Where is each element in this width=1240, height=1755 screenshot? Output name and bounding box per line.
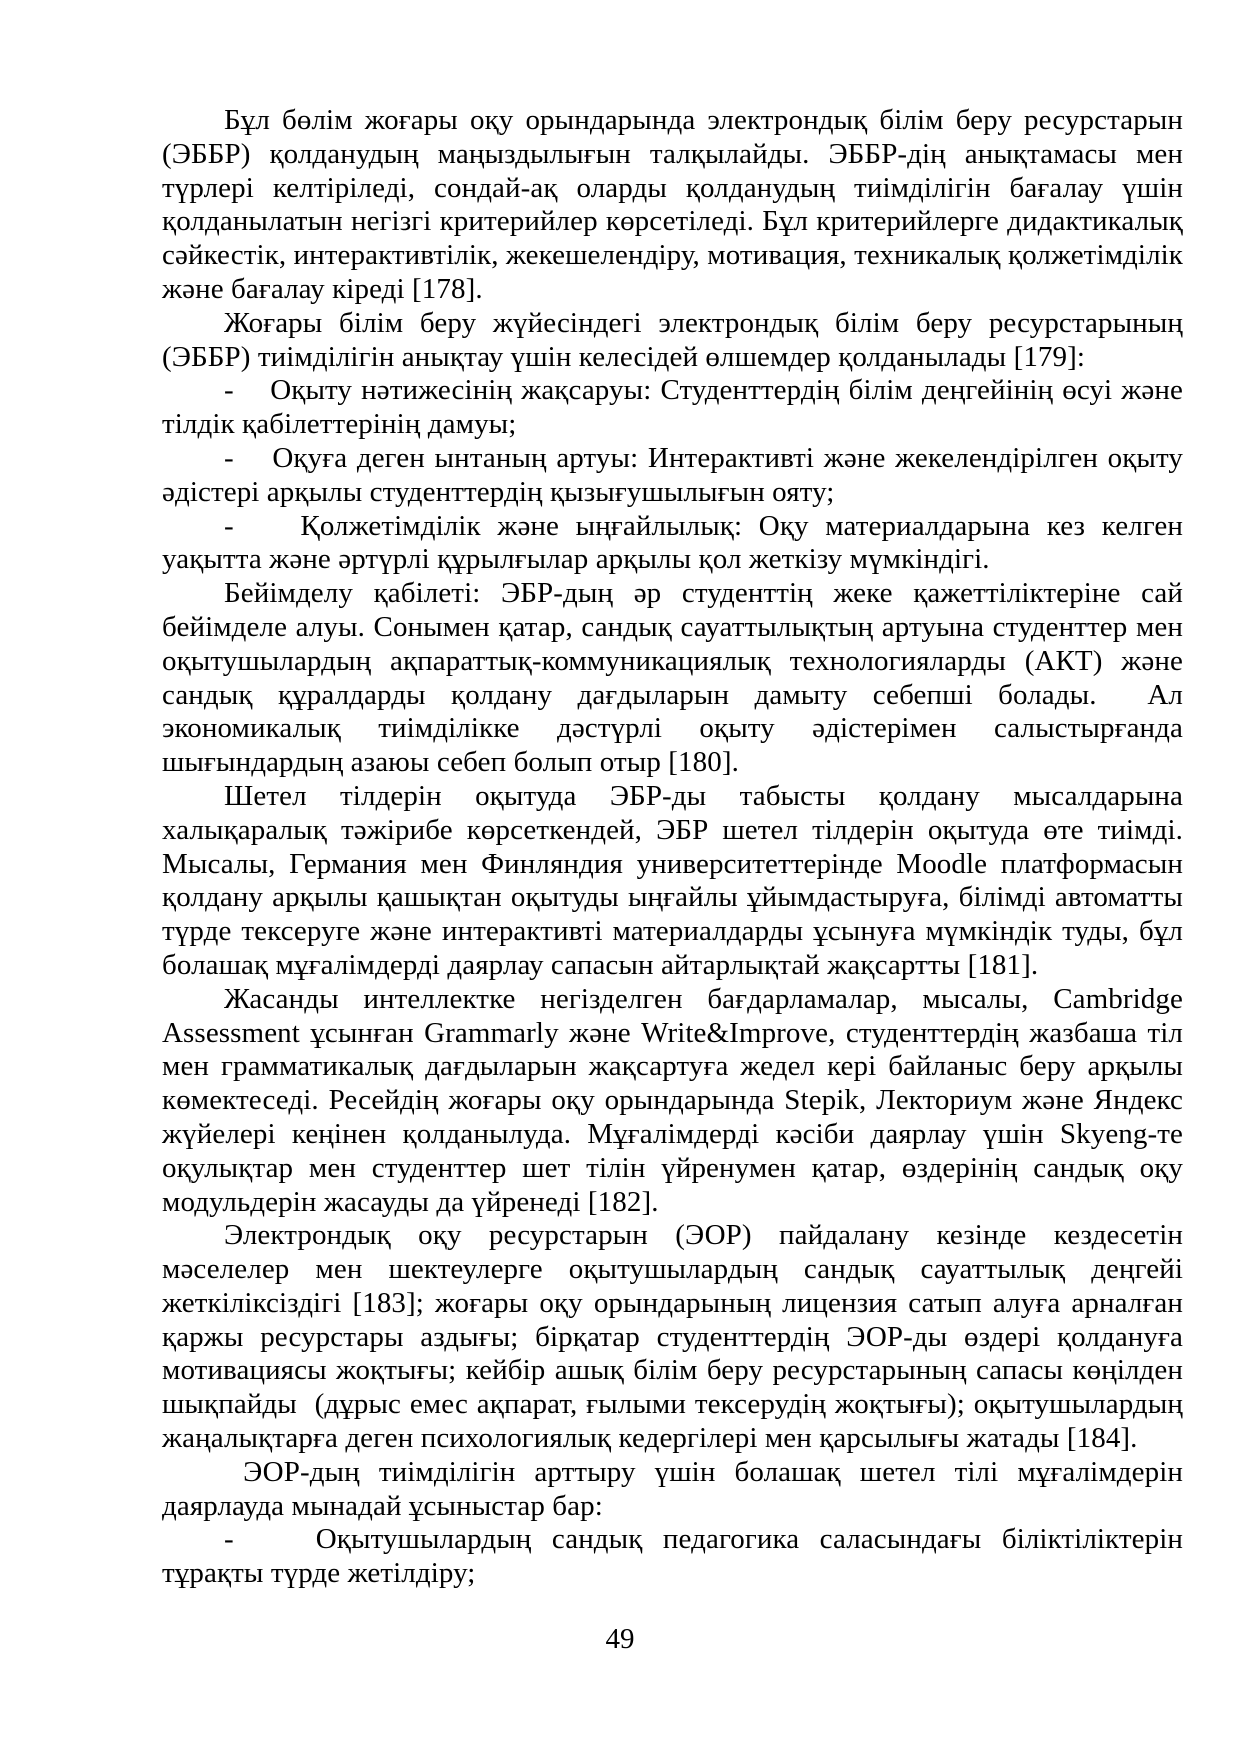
paragraph-problems-limitations: Электрондық оқу ресурстарын (ЭОР) пайдалану кезінде кездесетін мәселелер мен шектеулерге оқытушылардың сандық сауаттылық деңгейі жеткіліксіздігі [183]; жоғары оқу орындарының лицензия сатып алуға арналған қаржы ресурстары аздығы; бірқатар студенттердің ЭОР-ды өздері қолдануға мотивациясы жоқтығы; кейбір ашық білім беру ресурстарының сапасы көңілден шықпайды (дұрыс емес ақпарат, ғылыми тексерудің жоқтығы); оқытушылардың жаңалықтарға деген психологиялық кедергілері мен қарсылығы жатады [184]. xyxy=(162,1219,1183,1455)
page-number: 49 xyxy=(605,1623,635,1655)
list-item-motivation: - Оқуға деген ынтаның артуы: Интерактивті және жекелендірілген оқыту әдістері арқылы студенттердің қызығушылығын ояту; xyxy=(162,441,1183,508)
list-item-teacher-upskilling: - Оқытушылардың сандық педагогика саласындағы біліктіліктерін тұрақты түрде жетілдіру; xyxy=(162,1523,1183,1590)
list-item-accessibility: - Қолжетімділік және ыңғайлылық: Оқу материалдарына кез келген уақытта және әртүрлі құрылғылар арқылы қол жеткізу мүмкіндігі. xyxy=(162,509,1183,576)
paragraph-recommendations-lead: ЭОР-дың тиімділігін арттыру үшін болашақ шетел тілі мұғалімдерін даярлауда мынадай ұсыныстар бар: xyxy=(162,1455,1183,1522)
text-content xyxy=(162,104,1183,1591)
paragraph-adaptability: Бейімделу қабілеті: ЭБР-дың әр студенттің жеке қажеттіліктеріне сай бейімделе алуы. Сонымен қатар, сандық сауаттылықтың артуына студенттер мен оқытушылардың ақпараттық-коммуникациялық технологияларды (АКТ) және сандық құралдарды қолдану дағдыларын дамыту себепші болады. Ал экономикалық тиімділікке дәстүрлі оқыту әдістерімен салыстырғанда шығындардың азаюы себеп болып отыр [180]. xyxy=(162,577,1183,779)
paragraph-criteria-lead: Жоғары білім беру жүйесіндегі электрондық білім беру ресурстарының (ЭББР) тиімділігін анықтау үшін келесідей өлшемдер қолданылады [179]: xyxy=(162,306,1183,373)
list-item-learning-outcomes: - Оқыту нәтижесінің жақсаруы: Студенттердің білім деңгейінің өсуі және тілдік қабілеттерінің дамуы; xyxy=(162,374,1183,441)
paragraph-intro: Бұл бөлім жоғары оқу орындарында электрондық білім беру ресурстарын (ЭББР) қолданудың маңыздылығын талқылайды. ЭББР-дің анықтамасы мен түрлері келтіріледі, сондай-ақ оларды қолданудың тиімділігін бағалау үшін қолданылатын негізгі критерийлер көрсетіледі. Бұл критерийлерге дидактикалық сәйкестік, интерактивтілік, жекешелендіру, мотивация, техникалық қолжетімділік және бағалау кіреді [178]. xyxy=(162,104,1183,305)
paragraph-foreign-language-examples: Шетел тілдерін оқытуда ЭБР-ды табысты қолдану мысалдарына халықаралық тәжірибе көрсеткендей, ЭБР шетел тілдерін оқытуда өте тиімді. Мысалы, Германия мен Финляндия университеттерінде Moodle платформасын қолдану арқылы қашықтан оқытуды ыңғайлы ұйымдастыруға, білімді автоматты түрде тексеруге және интерактивті материалдарды ұсынуға мүмкіндік туды, бұл болашақ мұғалімдерді даярлау сапасын айтарлықтай жақсартты [181]. xyxy=(162,779,1183,981)
paragraph-ai-tools: Жасанды интеллектке негізделген бағдарламалар, мысалы, Cambridge Assessment ұсынған Grammarly және Write&Improve, студенттердің жазбаша тіл мен грамматикалық дағдыларын жақсартуға жедел кері байланыс беру арқылы көмектеседі. Ресейдің жоғары оқу орындарында Stepik, Лекториум және Яндекс жүйелері кеңінен қолданылуда. Мұғалімдерді кәсіби даярлау үшін Skyeng-те оқулықтар мен студенттер шет тілін үйренумен қатар, өздерінің сандық оқу модульдерін жасауды да үйренеді [182]. xyxy=(162,982,1183,1218)
